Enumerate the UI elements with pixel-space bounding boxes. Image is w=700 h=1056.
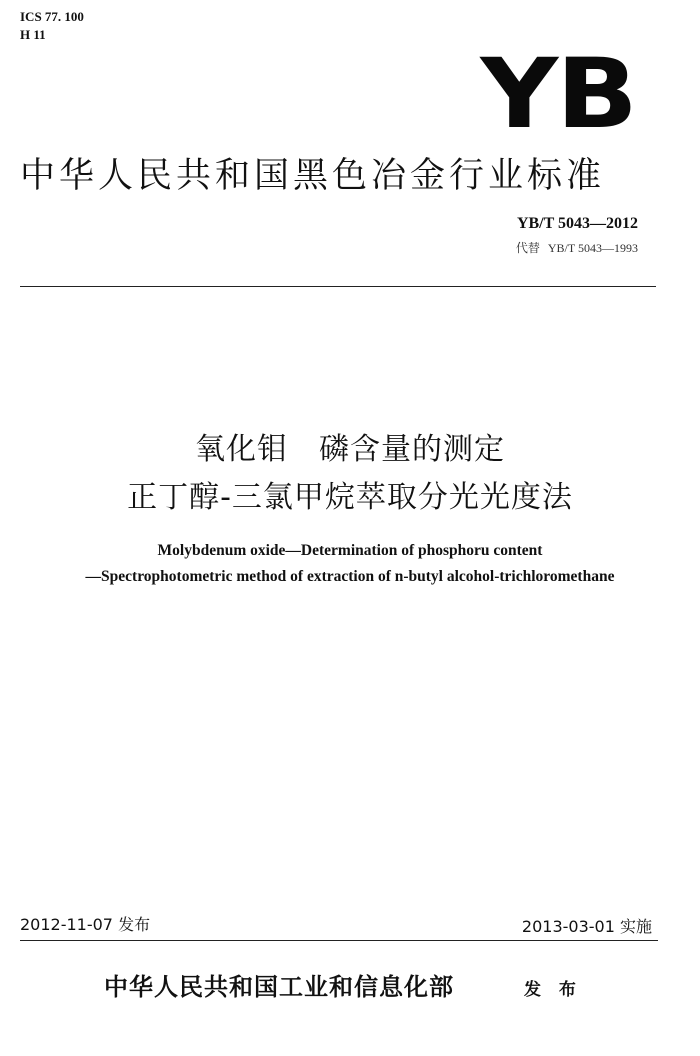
implementation-date: 2013-03-01 实施 <box>521 917 652 936</box>
title-cn-line1: 氧化钼 磷含量的测定 <box>195 432 505 467</box>
header-title: 中华人民共和国黑色冶金行业标准 <box>20 156 606 196</box>
title-cn-line2: 正丁醇-三氯甲烷萃取分光光度法 <box>127 480 573 515</box>
replaces-label: 代替 <box>515 241 540 255</box>
replaces-code: YB/T 5043—1993 <box>547 241 638 255</box>
title-en-line2: —Spectrophotometric method of extraction of n-butyl alcohol-trichloromethane <box>85 568 615 585</box>
yb-logo: YB <box>480 38 636 150</box>
standard-code: YB/T 5043—2012 <box>516 215 638 232</box>
issue-action: 发 布 <box>524 980 582 1000</box>
ccs-code: H 11 <box>20 27 46 42</box>
divider-bottom <box>20 940 658 941</box>
issuer-name: 中华人民共和国工业和信息化部 <box>104 972 454 1001</box>
classification-block <box>20 8 84 44</box>
divider-top <box>20 286 656 287</box>
title-en-line1: Molybdenum oxide—Determination of phosphoru content <box>157 542 543 559</box>
ics-code: ICS 77. 100 <box>20 9 84 24</box>
issue-date: 2012-11-07 发布 <box>20 915 151 934</box>
replaces-line <box>516 240 638 256</box>
